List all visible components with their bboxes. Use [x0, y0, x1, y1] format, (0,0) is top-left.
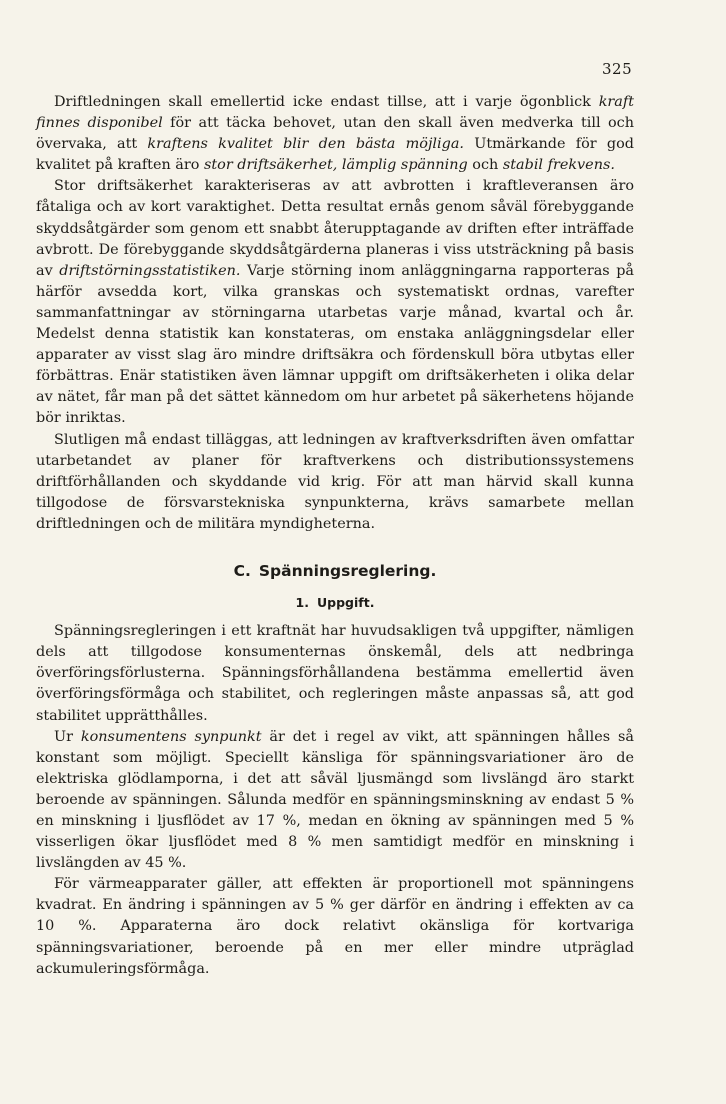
text-run: är det i regel av vikt, att spänningen hålles så konstant som möjligt. Speciellt känsliga för spänningsvariationer äro de elektriska glödlamporna, i det att såväl ljusmängd som livslängd äro starkt beroende av spänningen. Sålunda medför en spänningsminskning av endast 5 % en minskning i ljusflödet av 17 %, medan en ökning av spänningen med 5 % visserligen ökar ljusflödet med 8 % men samtidigt medför en minskning i livslängden av 45 %. — [36, 728, 634, 872]
body-text — [36, 92, 634, 980]
subsection-title: Uppgift. — [317, 595, 375, 611]
section-heading — [36, 561, 634, 582]
text-run: Driftledningen skall emellertid icke endast tillse, att i varje ögonblick — [54, 94, 599, 110]
text-run: Stor driftsäkerhet karakteriseras av att avbrotten i kraftleveransen äro fåtaliga och av kort varaktighet. Detta resultat ernås genom såväl förebyggande skyddsåtgärder som genom ett snabbt återupptagande av driften efter inträffade avbrott. De förebyggande skyddsåtgärderna planeras i viss utsträckning på basis av — [36, 178, 634, 279]
paragraph-varmeapparater: För värmeapparater gäller, att effekten är proportionell mot spänningens kvadrat. En ändring i spänningen av 5 % ger därför en ändring i effekten av ca 10 %. Apparaterna äro dock relativt okänsliga för kortvariga spänningsvariationer, beroende på en mer eller mindre utpräglad ackumuleringsförmåga. — [36, 876, 634, 977]
text-run: Ur — [54, 728, 81, 745]
text-run: Varje störning inom anläggningarna rapporteras på härför avsedda kort, vilka granskas och systematiskt ordnas, varefter sammanfattningar av störningarna utarbetas varje månad, kvartal och år. Medelst denna statistik kan konstateras, om enstaka anläggningsdelar eller apparater av visst slag äro mindre driftsäkra och fördenskull böra utbytas eller förbättras. Enär statistiken även lämnar uppgift om driftsäkerheten i olika delar av nätet, får man på det sättet kännedom om hur arbetet på säkerhetens höjande bör inriktas. — [36, 262, 634, 427]
subsection-heading — [36, 592, 634, 613]
emphasis-stabil-frekvens: stabil frekvens. — [502, 157, 615, 174]
subsection-number: 1. — [295, 595, 309, 611]
paragraph-konsumentens-synpunkt — [36, 727, 634, 875]
paragraph-spanningsregleringen: Spänningsregleringen i ett kraftnät har huvudsakligen två uppgifter, nämligen dels att tillgodose konsumenternas önskemål, dels att nedbringa överföringsförlusterna. Spänningsförhållandena bestämma emellertid även överföringsförmåga och stabilitet, och regleringen måste anpassas så, att god stabilitet upprätthålles. — [36, 623, 634, 724]
text-run: Utmärkande för god kvalitet på kraften äro — [36, 136, 634, 174]
text-run: för att täcka behovet, utan den skall även medverka till och övervaka, att — [36, 115, 634, 153]
section-number: C. — [233, 561, 251, 580]
emphasis-konsumentens-synpunkt: konsumentens synpunkt — [80, 728, 262, 745]
emphasis-driftstorningsstatistiken: driftstörningsstatistiken. — [59, 262, 241, 279]
paragraph-driftsakerhet — [36, 176, 634, 429]
emphasis-kraftens-kvalitet: kraftens kvalitet blir den bästa möjliga. — [147, 136, 464, 153]
page-number: 325 — [602, 60, 633, 78]
paragraph-slutligen: Slutligen må endast tilläggas, att ledningen av kraftverksdriften även omfattar utarbetandet av planer för kraftverkens och distributionssystemens driftförhållanden och skyddande vid krig. För att man härvid skall kunna tillgodose de försvarstekniska synpunkterna, krävs samarbete mellan driftledningen och de militära myndigheterna. — [36, 431, 634, 532]
paragraph-driftledningen — [36, 92, 634, 176]
emphasis-kraft-finnes: kraft finnes disponibel — [36, 94, 634, 132]
text-run: och — [467, 157, 503, 174]
emphasis-driftsakerhet: stor driftsäkerhet, lämplig spänning — [204, 157, 468, 174]
section-title: Spänningsreglering. — [258, 561, 437, 580]
